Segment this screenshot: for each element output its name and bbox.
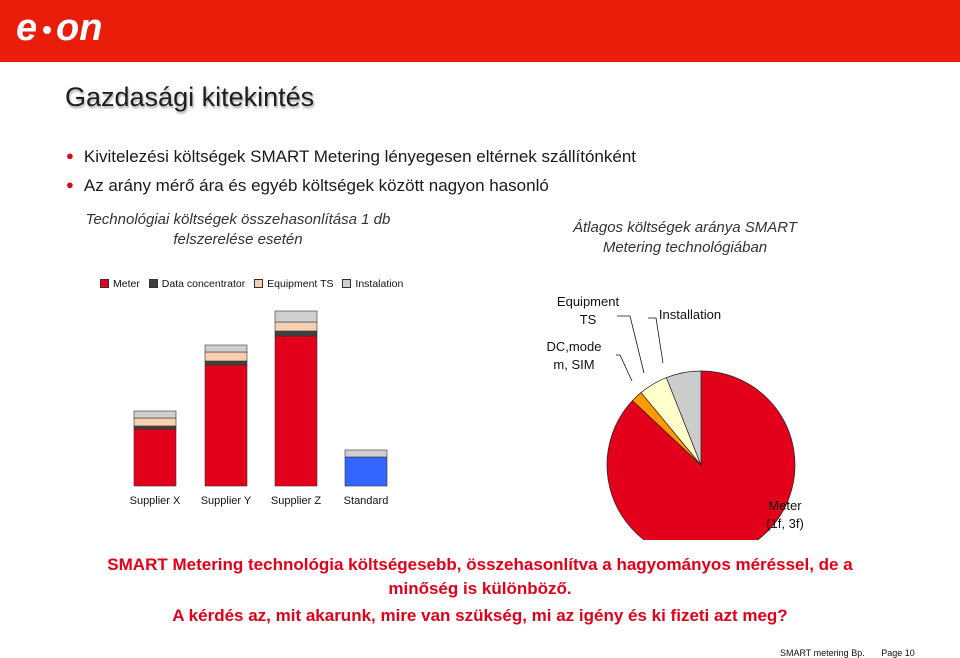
stacked-bar-chart	[105, 300, 425, 515]
conclusion-line-1: SMART Metering technológia költségesebb, összehasonlítva a hagyományos méréssel, de a	[107, 555, 853, 574]
pie-label-installation: Installation	[658, 307, 722, 322]
bar-segment-data-concentrator	[275, 331, 317, 336]
bullet-dot-icon: ●	[66, 177, 74, 192]
legend-label: Instalation	[355, 278, 404, 290]
pie-label-equipment-line1: Equipment	[556, 294, 620, 309]
pie-label-meter-line1: Meter	[768, 498, 802, 513]
bar-segment-equipment-ts	[205, 352, 247, 361]
bar-segment-instalation	[345, 450, 387, 457]
bar-segment-equipment-ts	[134, 418, 176, 426]
subhead-line: Metering technológiában	[602, 239, 768, 256]
eon-logo	[0, 0, 150, 62]
category-label-standard: Standard	[343, 495, 389, 507]
conclusion-line-2: minőség is különböző.	[388, 579, 572, 598]
leader-line-dc	[616, 355, 632, 381]
pie-chart-subhead	[530, 218, 840, 258]
subhead-line: Technológiai költségek összehasonlítása 1 db	[85, 211, 391, 228]
bar-segment-data-concentrator	[205, 361, 247, 365]
bullet-item	[66, 176, 549, 196]
bar-chart-legend	[100, 278, 409, 290]
legend-label: Meter	[113, 278, 140, 290]
slide-title: Gazdasági kitekintés	[65, 82, 315, 112]
bullet-text: Az arány mérő ára és egyéb költségek között nagyon hasonló	[83, 176, 549, 195]
pie-chart	[520, 285, 830, 540]
legend-swatch	[100, 279, 109, 288]
bar-segment-equipment-ts	[275, 322, 317, 331]
bullet-dot-icon: ●	[66, 148, 74, 163]
bullet-item	[66, 147, 636, 167]
legend-label: Data concentrator	[161, 278, 246, 290]
legend-label: Equipment TS	[267, 278, 334, 290]
pie-label-dc-line2: m, SIM	[553, 357, 595, 372]
legend-swatch	[149, 279, 158, 288]
legend-item-meter	[100, 278, 140, 290]
bar-segment-meter	[345, 457, 387, 486]
legend-item-instalation	[342, 278, 403, 290]
bar-segment-meter	[134, 429, 176, 486]
legend-item-data-concentrator	[149, 278, 245, 290]
bar-segment-meter	[205, 365, 247, 486]
bar-segment-instalation	[134, 411, 176, 418]
pie-slice-group	[607, 371, 795, 540]
subhead-line: felszerelése esetén	[173, 231, 303, 248]
footer-page-number: Page 10	[881, 648, 915, 658]
svg-text:on: on	[56, 7, 103, 49]
category-label-supplier-z: Supplier Z	[270, 495, 322, 507]
bullet-text: Kivitelezési költségek SMART Metering lényegesen eltérnek szállítónként	[83, 147, 637, 166]
pie-label-dc-line1: DC,mode	[546, 339, 602, 354]
footer-doc-name: SMART metering Bp.	[780, 648, 865, 658]
bar-segment-instalation	[205, 345, 247, 352]
category-label-supplier-y: Supplier Y	[200, 495, 252, 507]
subhead-line: Átlagos költségek aránya SMART	[573, 219, 797, 236]
svg-text:e: e	[16, 7, 38, 49]
slide-footer	[780, 648, 915, 658]
bar-chart-subhead	[70, 210, 406, 250]
legend-swatch	[342, 279, 351, 288]
category-label-supplier-x: Supplier X	[129, 495, 181, 507]
bar-segment-data-concentrator	[134, 426, 176, 429]
pie-label-meter-line2: (1f, 3f)	[766, 516, 804, 531]
conclusion-line-3: A kérdés az, mit akarunk, mire van szükség, mi az igény és ki fizeti azt meg?	[172, 606, 788, 625]
bar-group	[134, 311, 387, 486]
pie-label-equipment-line2: TS	[579, 312, 597, 327]
legend-item-equipment-ts	[254, 278, 333, 290]
legend-swatch	[254, 279, 263, 288]
leader-line-equipment	[617, 316, 644, 373]
leader-line-installation	[648, 318, 663, 363]
bar-segment-meter	[275, 336, 317, 486]
bar-segment-instalation	[275, 311, 317, 322]
